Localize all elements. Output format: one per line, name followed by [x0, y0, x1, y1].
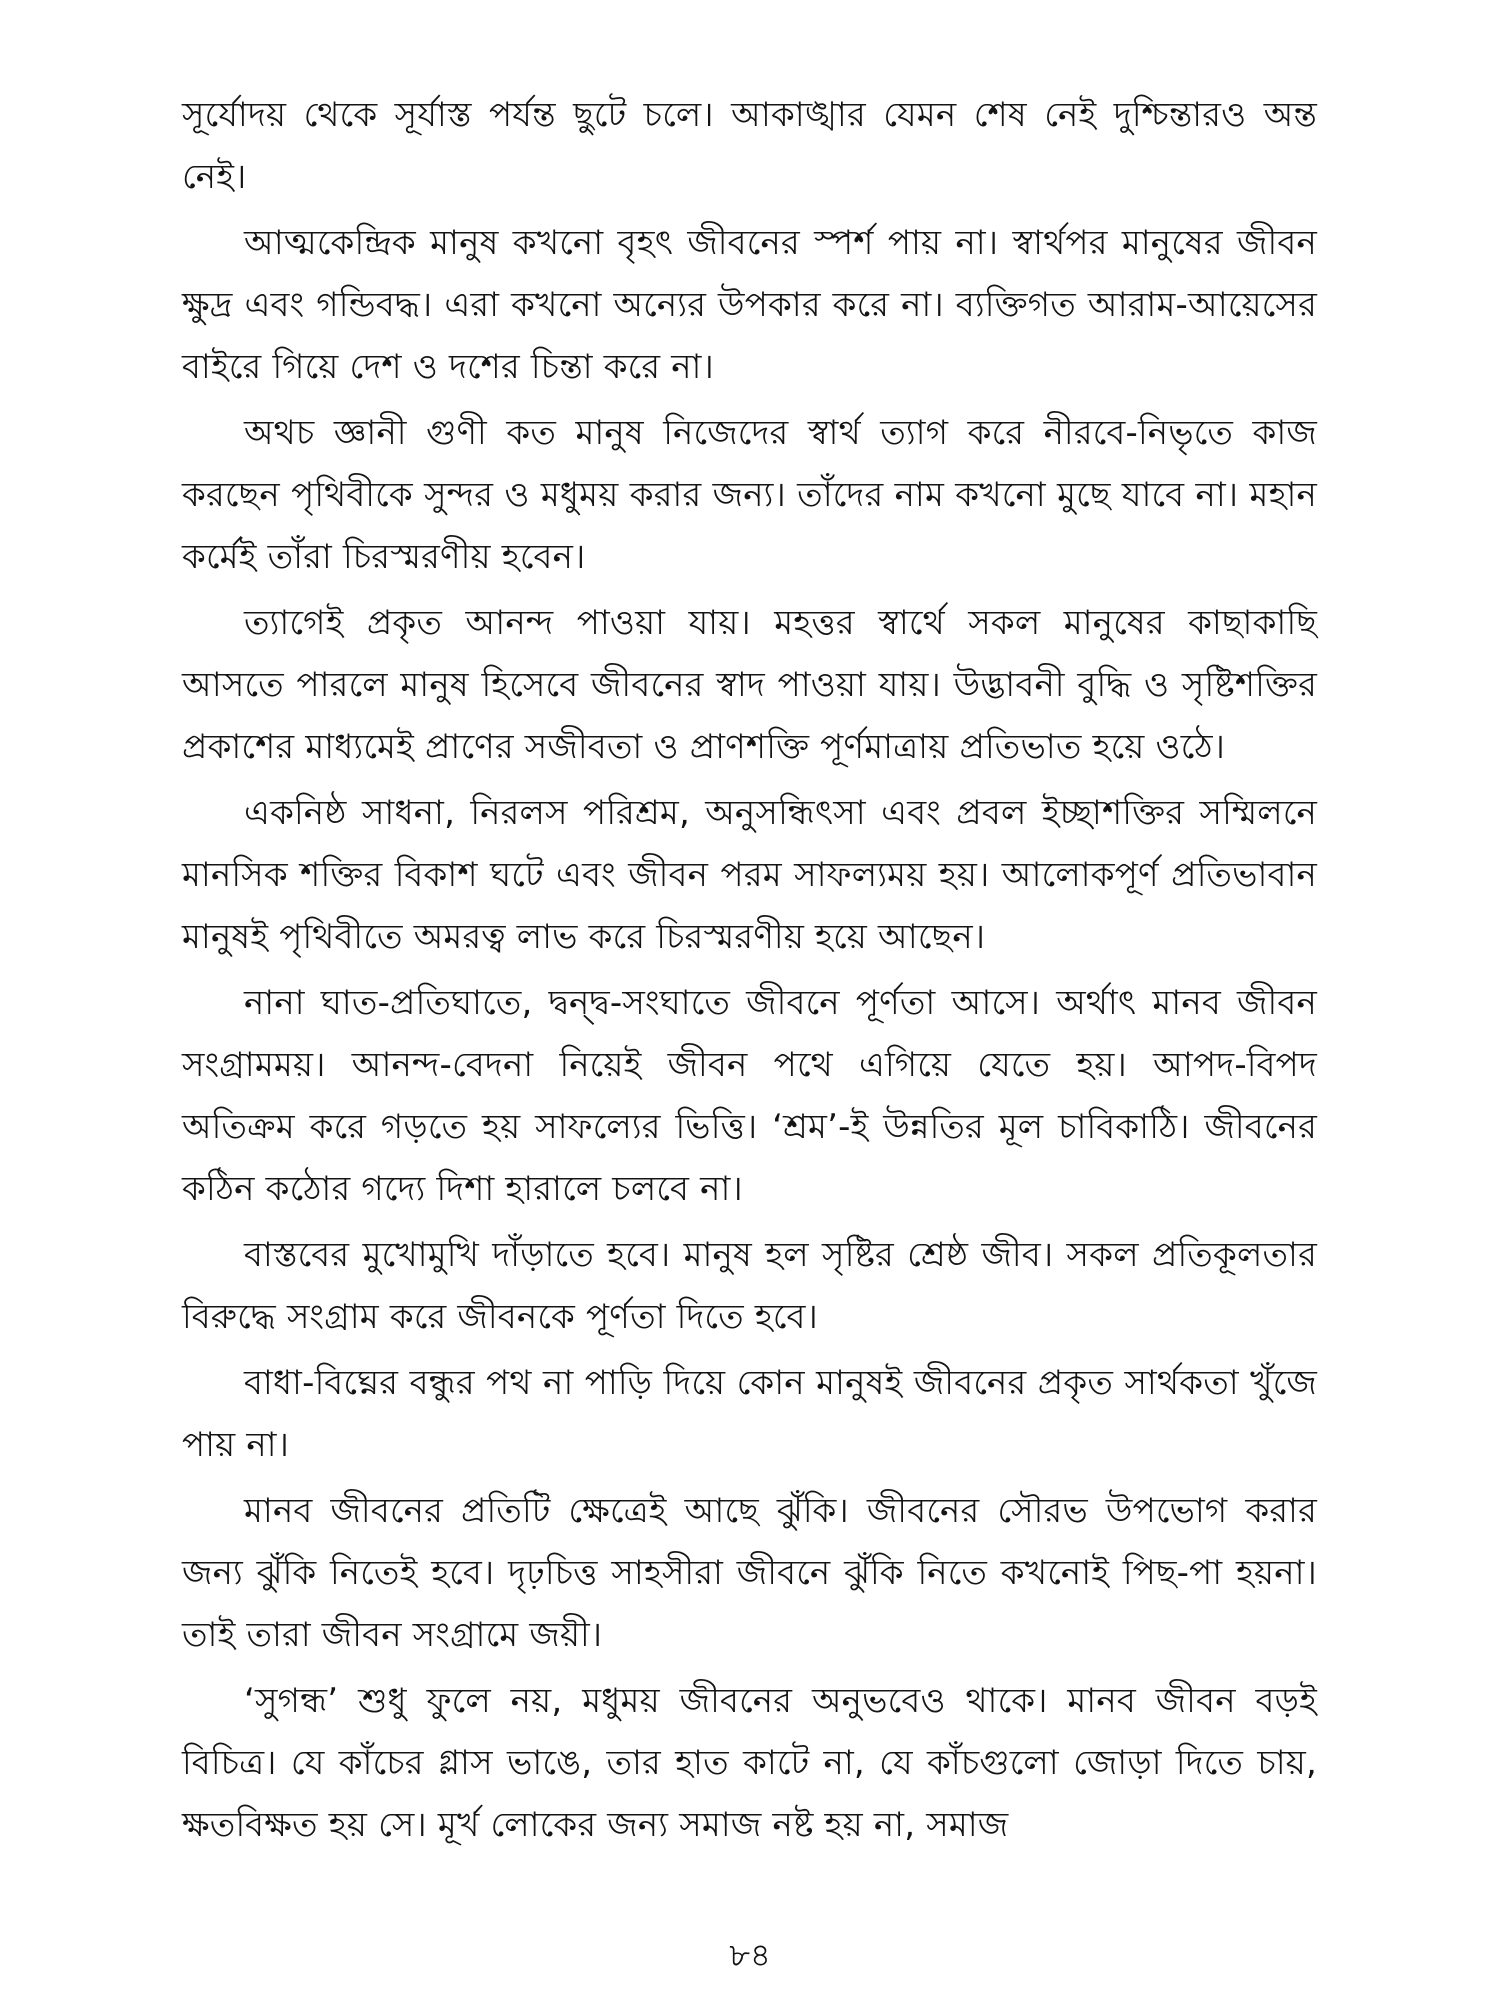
body-text: [182, 84, 1317, 1860]
paragraph-4: ত্যাগেই প্রকৃত আনন্দ পাওয়া যায়। মহত্তর স্বার্থে সকল মানুষের কাছাকাছি আসতে পারলে মানুষ হিসেবে জীবনের স্বাদ পাওয়া যায়। উদ্ভাবনী বুদ্ধি ও সৃষ্টিশক্তির প্রকাশের মাধ্যমেই প্রাণের সজীবতা ও প্রাণশক্তি পূর্ণমাত্রায় প্রতিভাত হয়ে ওঠে।: [182, 603, 1317, 767]
page-number: ৮৪: [729, 1936, 771, 1974]
paragraph-10: ‘সুগন্ধ’ শুধু ফুলে নয়, মধুময় জীবনের অনুভবেও থাকে। মানব জীবন বড়ই বিচিত্র। যে কাঁচের গ্লাস ভাঙে, তার হাত কাটে না, যে কাঁচগুলো জোড়া দিতে চায়, ক্ষতবিক্ষত হয় সে। মূর্খ লোকের জন্য সমাজ নষ্ট হয় না, সমাজ: [182, 1681, 1317, 1845]
paragraph-5: একনিষ্ঠ সাধনা, নিরলস পরিশ্রম, অনুসন্ধিৎসা এবং প্রবল ইচ্ছাশক্তির সম্মিলনে মানসিক শক্তির বিকাশ ঘটে এবং জীবন পরম সাফল্যময় হয়। আলোকপূর্ণ প্রতিভাবান মানুষই পৃথিবীতে অমরত্ব লাভ করে চিরস্মরণীয় হয়ে আছেন।: [182, 793, 1317, 957]
paragraph-2: আত্মকেন্দ্রিক মানুষ কখনো বৃহৎ জীবনের স্পর্শ পায় না। স্বার্থপর মানুষের জীবন ক্ষুদ্র এবং গন্ডিবদ্ধ। এরা কখনো অন্যের উপকার করে না। ব্যক্তিগত আরাম-আয়েসের বাইরে গিয়ে দেশ ও দশের চিন্তা করে না।: [182, 223, 1317, 387]
paragraph-1: সূর্যোদয় থেকে সূর্যাস্ত পর্যন্ত ছুটে চলে। আকাঙ্খার যেমন শেষ নেই দুশ্চিন্তারও অন্ত নেই।: [182, 95, 1317, 197]
paragraph-3: অথচ জ্ঞানী গুণী কত মানুষ নিজেদের স্বার্থ ত্যাগ করে নীরবে-নিভৃতে কাজ করছেন পৃথিবীকে সুন্দর ও মধুময় করার জন্য। তাঁদের নাম কখনো মুছে যাবে না। মহান কর্মেই তাঁরা চিরস্মরণীয় হবেন।: [182, 413, 1317, 577]
paragraph-7: বাস্তবের মুখোমুখি দাঁড়াতে হবে। মানুষ হল সৃষ্টির শ্রেষ্ঠ জীব। সকল প্রতিকূলতার বিরুদ্ধে সংগ্রাম করে জীবনকে পূর্ণতা দিতে হবে।: [182, 1235, 1317, 1337]
paragraph-8: বাধা-বিঘ্নের বন্ধুর পথ না পাড়ি দিয়ে কোন মানুষই জীবনের প্রকৃত সার্থকতা খুঁজে পায় না।: [182, 1363, 1317, 1465]
paragraph-6: নানা ঘাত-প্রতিঘাতে, দ্বন্দ্ব-সংঘাতে জীবনে পূর্ণতা আসে। অর্থাৎ মানব জীবন সংগ্রামময়। আনন্দ-বেদনা নিয়েই জীবন পথে এগিয়ে যেতে হয়। আপদ-বিপদ অতিক্রম করে গড়তে হয় সাফল্যের ভিত্তি। ‘শ্রম’-ই উন্নতির মূল চাবিকাঠি। জীবনের কঠিন কঠোর গদ্যে দিশা হারালে চলবে না।: [182, 983, 1317, 1209]
paragraph-9: মানব জীবনের প্রতিটি ক্ষেত্রেই আছে ঝুঁকি। জীবনের সৌরভ উপভোগ করার জন্য ঝুঁকি নিতেই হবে। দৃঢ়চিত্ত সাহসীরা জীবনে ঝুঁকি নিতে কখনোই পিছ-পা হয়না। তাই তারা জীবন সংগ্রামে জয়ী।: [182, 1491, 1317, 1655]
